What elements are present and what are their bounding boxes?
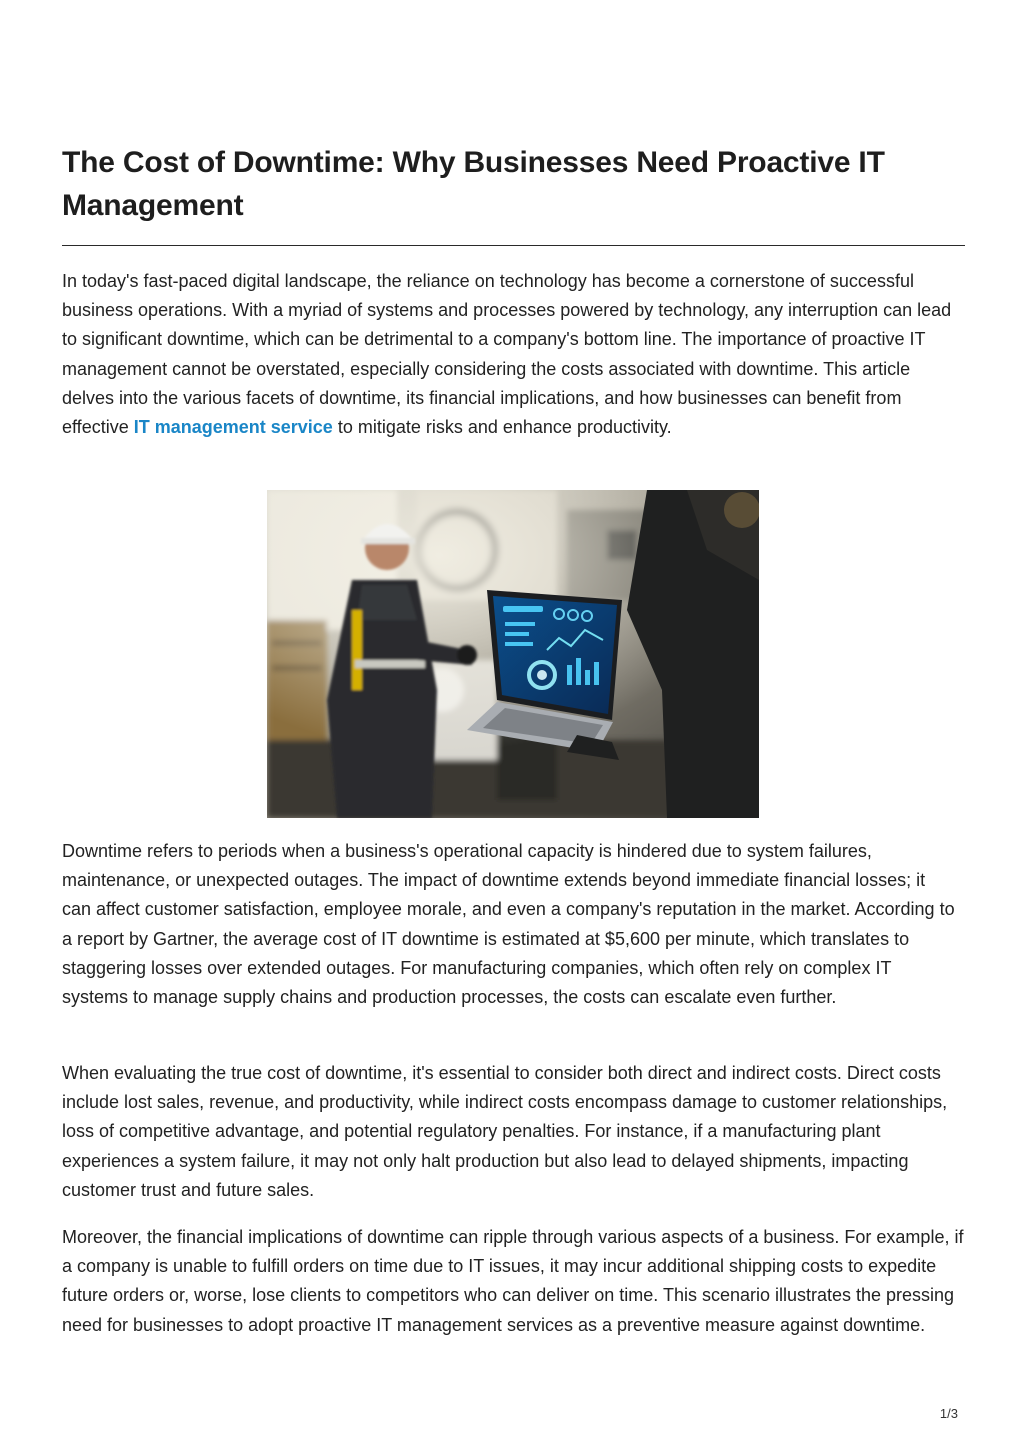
paragraph-financial-implications: Moreover, the financial implications of downtime can ripple through various aspects of a business. For example, if a company is unable to fulfill orders on time due to IT issues, it may incur additional shipping costs to expedite future orders or, worse, lose clients to competitors who can deliver on time. This scenario illustrates the pressing need for businesses to adopt proactive IT management services as a preventive measure against downtime. bbox=[62, 1227, 964, 1335]
article-photo bbox=[267, 490, 759, 818]
intro-text-before-link: In today's fast-paced digital landscape, the reliance on technology has become a cornerstone of successful business operations. With a myriad of systems and processes powered by technology, any interruption can lead to significant downtime, which can be detrimental to a company's bottom line. The importance of proactive IT management cannot be overstated, especially considering the costs associated with downtime. This article delves into the various facets of downtime, its financial implications, and how businesses can benefit from effective bbox=[62, 271, 952, 438]
article-title: The Cost of Downtime: Why Businesses Need Proactive IT Management bbox=[62, 146, 885, 222]
intro-paragraph bbox=[62, 267, 957, 442]
it-management-service-link[interactable]: IT management service bbox=[133, 417, 333, 438]
title-divider bbox=[62, 245, 965, 246]
intro-text-after-link: to mitigate risks and enhance productivity. bbox=[332, 417, 672, 438]
paragraph-direct-indirect-costs: When evaluating the true cost of downtime, it's essential to consider both direct and indirect costs. Direct costs include lost sales, revenue, and productivity, while indirect costs encompass damage to customer relationships, loss of competitive advantage, and potential regulatory penalties. For instance, if a manufacturing plant experiences a system failure, it may not only halt production but also lead to delayed shipments, impacting customer trust and future sales. bbox=[62, 1063, 948, 1200]
page-number: 1/3 bbox=[939, 1406, 958, 1421]
paragraph-downtime-definition: Downtime refers to periods when a business's operational capacity is hindered due to system failures, maintenance, or unexpected outages. The impact of downtime extends beyond immediate financial losses; it can affect customer satisfaction, employee morale, and even a company's reputation in the market. According to a report by Gartner, the average cost of IT downtime is estimated at $5,600 per minute, which translates to staggering losses over extended outages. For manufacturing companies, which often rely on complex IT systems to manage supply chains and production processes, the costs can escalate even further. bbox=[62, 841, 955, 1008]
